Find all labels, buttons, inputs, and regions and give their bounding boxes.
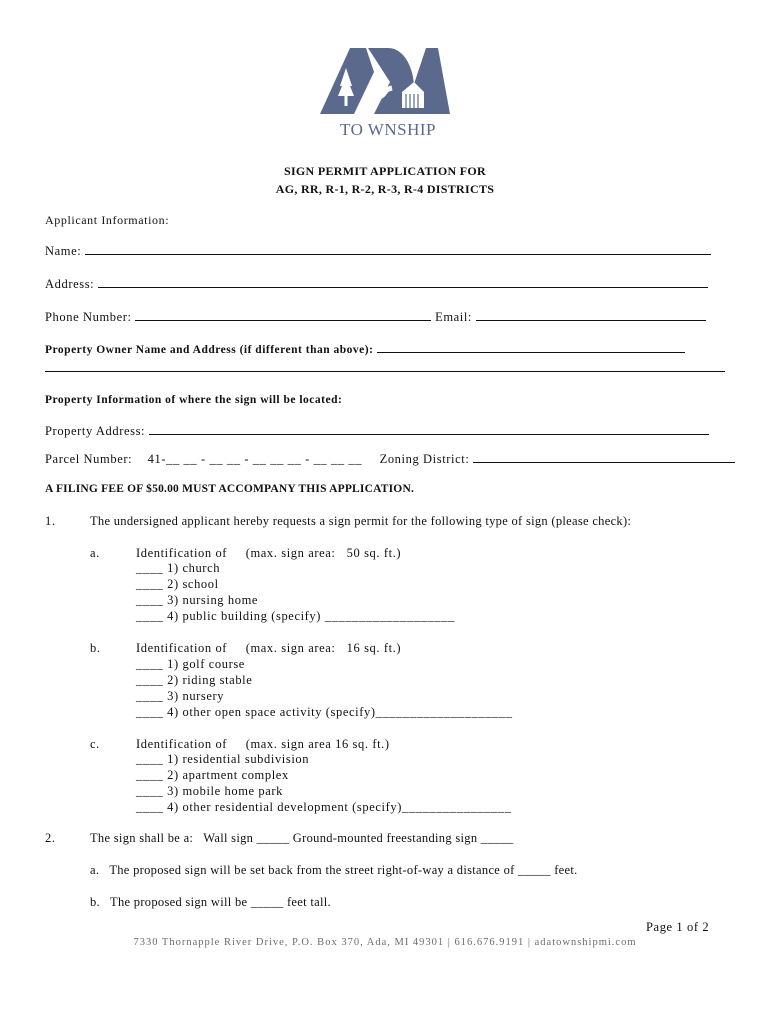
q1-number: 1. [45,514,56,528]
zoning-label: Zoning District: [379,452,470,466]
q1-group-c-letter: c. [90,737,100,751]
email-field[interactable] [476,309,706,321]
property-address-field[interactable] [149,423,709,435]
q1-b-option-1[interactable]: ____ 1) golf course [136,657,245,671]
q1-group-c-heading: Identification of (max. sign area 16 sq. ft.) [136,737,390,751]
q1-a-option-3[interactable]: ____ 3) nursing home [136,593,259,607]
page-number: Page 1 of 2 [646,920,710,934]
property-heading: Property Information of where the sign will be located: [45,394,343,406]
q1-c-option-4[interactable]: ____ 4) other residential development (specify)________________ [136,800,512,814]
q2-b-height[interactable]: b. The proposed sign will be _____ feet tall. [90,895,331,909]
parcel-label: Parcel Number: [45,452,133,466]
phone-email-row [45,309,706,325]
q1-a-option-1[interactable]: ____ 1) church [136,561,221,575]
address-label: Address: [45,277,95,291]
owner-row [45,341,685,356]
q1-b-option-4[interactable]: ____ 4) other open space activity (specify)____________________ [136,705,513,719]
owner-label: Property Owner Name and Address (if different than above): [45,344,374,356]
parcel-row [45,451,735,467]
owner-field-line2[interactable] [45,371,725,372]
form-title-line1: SIGN PERMIT APPLICATION FOR [283,164,486,178]
name-label: Name: [45,244,82,258]
q1-group-b-letter: b. [90,641,101,655]
township-logo [318,42,452,138]
q1-b-option-3[interactable]: ____ 3) nursery [136,689,225,703]
property-address-label: Property Address: [45,424,146,438]
q1-b-option-2[interactable]: ____ 2) riding stable [136,673,253,687]
logo-text: TO WNSHIP [340,120,436,139]
owner-field[interactable] [377,341,685,353]
property-address-row [45,423,709,439]
ada-mountains-logo-icon [318,42,452,120]
q1-a-option-4[interactable]: ____ 4) public building (specify) ___________________ [136,609,455,623]
q1-a-option-2[interactable]: ____ 2) school [136,577,219,591]
zoning-field[interactable] [473,451,735,463]
q1-group-b-heading: Identification of (max. sign area: 16 sq. ft.) [136,641,402,655]
name-field[interactable] [85,243,711,255]
q2-text[interactable]: The sign shall be a: Wall sign _____ Ground-mounted freestanding sign _____ [90,831,514,845]
name-row [45,243,711,259]
applicant-heading: Applicant Information: [45,213,170,227]
address-row [45,276,708,292]
phone-field[interactable] [135,309,431,321]
filing-fee-notice: A FILING FEE OF $50.00 MUST ACCOMPANY THIS APPLICATION. [45,483,415,495]
q1-group-a-letter: a. [90,546,100,560]
q1-group-a-heading: Identification of (max. sign area: 50 sq. ft.) [136,546,402,560]
form-title-line2: AG, RR, R-1, R-2, R-3, R-4 DISTRICTS [275,182,495,196]
footer-contact: 7330 Thornapple River Drive, P.O. Box 370, Ada, MI 49301 | 616.676.9191 | adatownshipmi.com [133,937,637,948]
parcel-number-field[interactable]: 41-__ __ - __ __ - __ __ __ - __ __ __ [147,452,363,466]
q1-text: The undersigned applicant hereby requests a sign permit for the following type of sign (please check): [90,514,632,528]
email-label: Email: [435,310,473,324]
q1-c-option-2[interactable]: ____ 2) apartment complex [136,768,289,782]
phone-label: Phone Number: [45,310,132,324]
q1-c-option-3[interactable]: ____ 3) mobile home park [136,784,284,798]
q1-c-option-1[interactable]: ____ 1) residential subdivision [136,752,310,766]
address-field[interactable] [98,276,708,288]
q2-a-setback[interactable]: a. The proposed sign will be set back from the street right-of-way a distance of _____ feet. [90,863,578,877]
q2-number: 2. [45,831,56,845]
